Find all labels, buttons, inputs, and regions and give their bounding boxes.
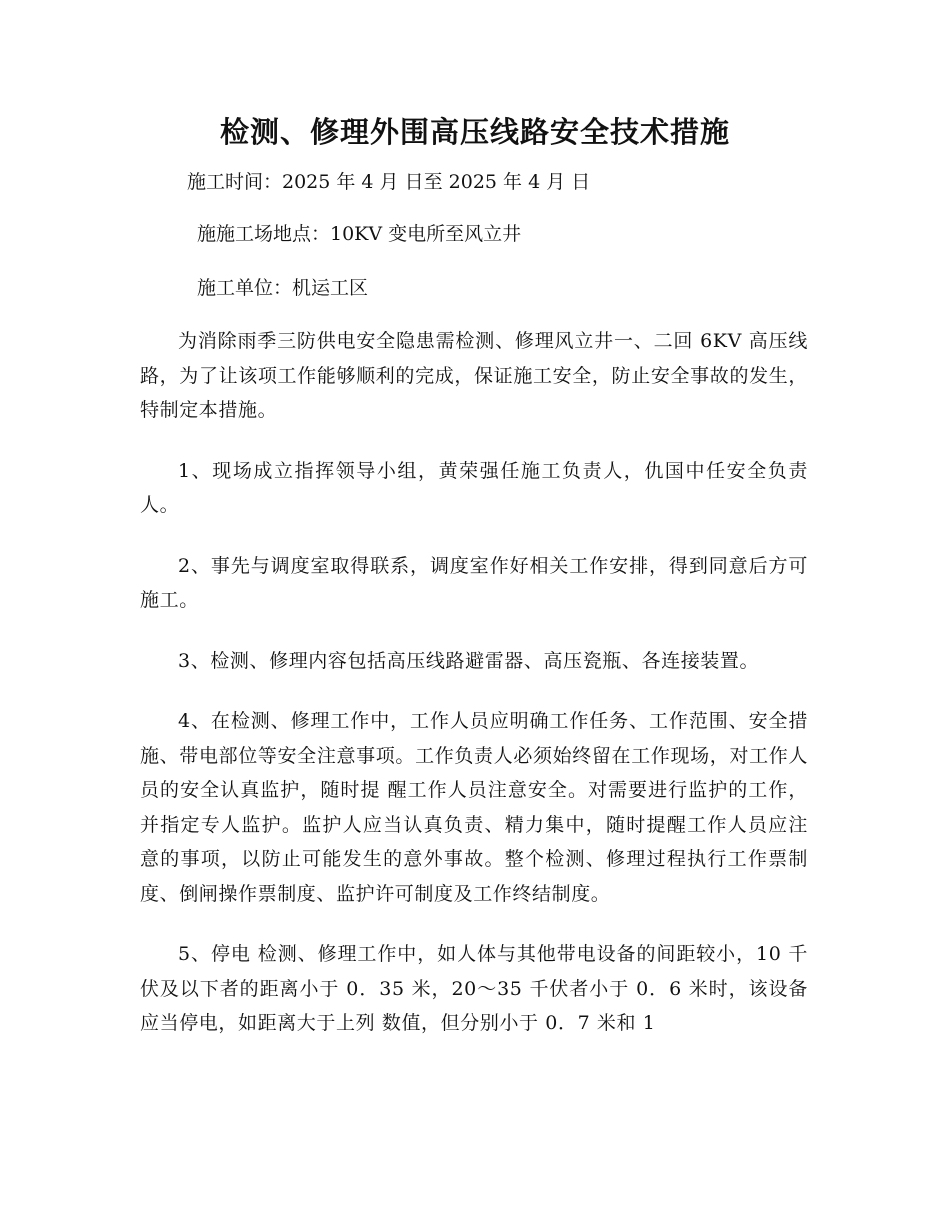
- paragraph-item-2: 2、事先与调度室取得联系，调度室作好相关工作安排，得到同意后方可施工。: [140, 554, 808, 611]
- document-body: [140, 324, 808, 1041]
- construction-unit: 施工单位：机运工区: [197, 277, 369, 299]
- paragraph-item-4: 4、在检测、修理工作中，工作人员应明确工作任务、工作范围、安全措施、带电部位等安全注意事项。工作负责人必须始终留在工作现场，对工作人员的安全认真监护，随时提 醒工作人员注意安全。对需要进行监护的工作，并指定专人监护。监护人应当认真负责、精力集中，随时提醒工作人员应注 意的事项，以防止可能发生的意外事故。整个检测、修理过程执行工作票制度、倒闸操作票制度、监护许可制度及工作终结制度。: [140, 710, 808, 905]
- paragraph-item-3: 3、检测、修理内容包括高压线路避雷器、高压瓷瓶、各连接装置。: [178, 649, 760, 672]
- paragraph-item-1: 1、现场成立指挥领导小组，黄荣强任施工负责人，仇国中任安全负责人。: [140, 459, 808, 516]
- paragraph-intro: 为消除雨季三防供电安全隐患需检测、修理风立井一、二回 6KV 高压线路，为了让该项工作能够顺利的完成，保证施工安全，防止安全事故的发生，特制定本措施。: [140, 330, 808, 421]
- construction-site: 施施工场地点：10KV 变电所至风立井: [197, 223, 522, 245]
- paragraph-item-5: 5、停电 检测、修理工作中，如人体与其他带电设备的间距较小，10 千伏及以下者的距离小于 0．35 米，20～35 千伏者小于 0．6 米时，该设备应当停电，如距离大于上列 数值，但分别小于 0．7 米和 1: [140, 943, 808, 1034]
- construction-time: 施工时间：2025 年 4 月 日至 2025 年 4 月 日: [187, 171, 591, 193]
- document-title: 检测、修理外围高压线路安全技术措施: [219, 115, 730, 149]
